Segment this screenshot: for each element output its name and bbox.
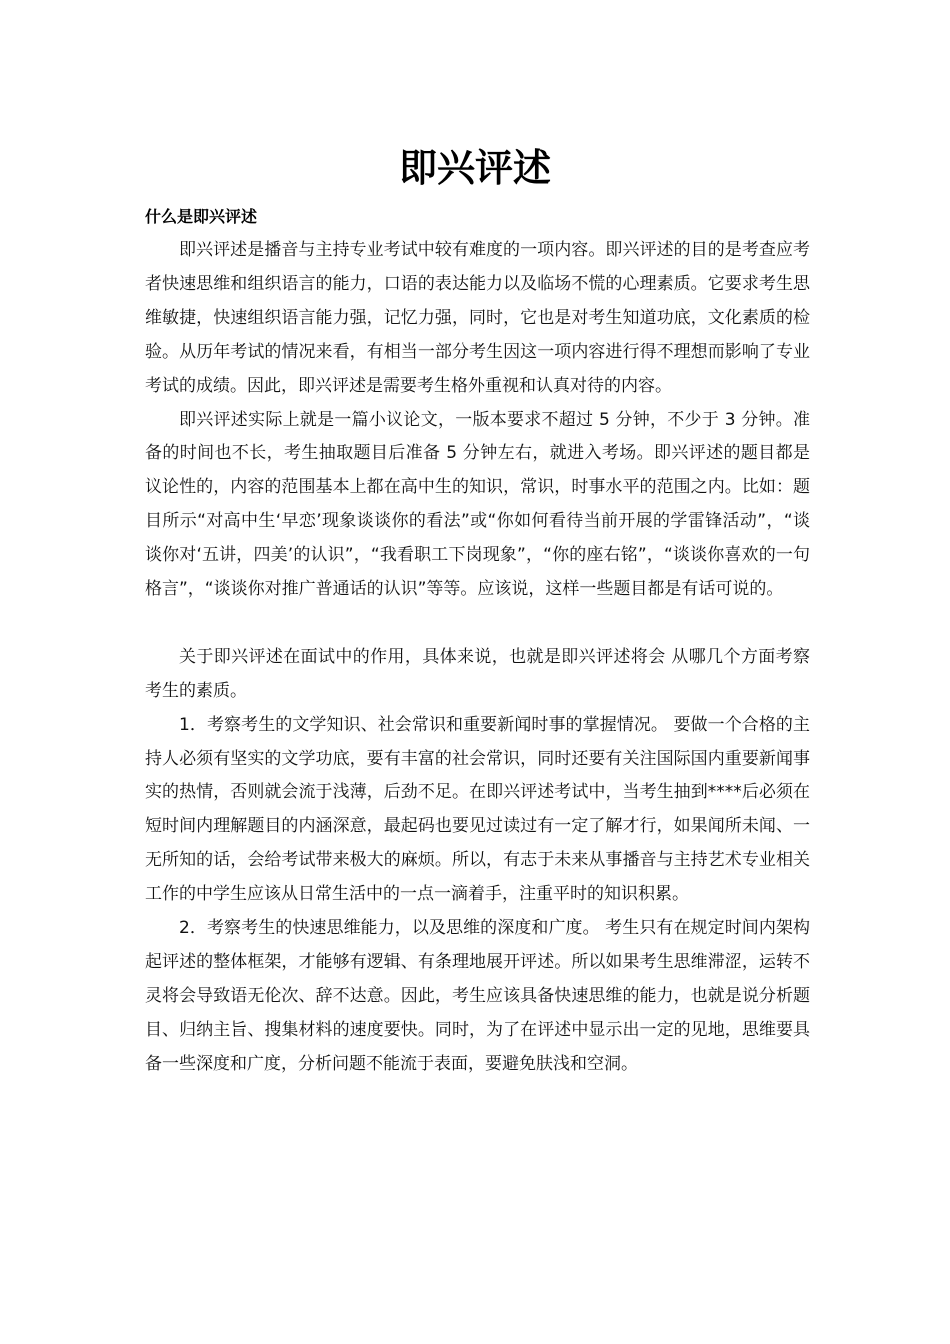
- paragraph-spacer: [145, 607, 810, 641]
- paragraph-point-2: 2．考察考生的快速思维能力，以及思维的深度和广度。 考生只有在规定时间内架构起评述的整体框架，才能够有逻辑、有条理地展开评述。所以如果考生思维滞涩，运转不灵将会导致语无伦次、辞不达意。因此，考生应该具备快速思维的能力，也就是说分析题目、归纳主旨、搜集材料的速度要快。同时，为了在评述中显示出一定的见地，思维要具备一些深度和广度，分析问题不能流于表面，要避免肤浅和空洞。: [145, 918, 810, 1074]
- paragraph-format: 即兴评述实际上就是一篇小议论文，一版本要求不超过 5 分钟，不少于 3 分钟。准备的时间也不长，考生抽取题目后准备 5 分钟左右，就进入考场。即兴评述的题目都是议论性的，内容的范围基本上都在高中生的知识，常识，时事水平的范围之内。比如：题目所示“对高中生‘早恋’现象谈谈你的看法”或“你如何看待当前开展的学雷锋活动”，“谈谈你对‘五讲，四美’的认识”，“我看职工下岗现象”，“你的座右铭”，“谈谈你喜欢的一句格言”，“谈谈你对推广普通话的认识”等等。应该说，这样一些题目都是有话可说的。: [145, 409, 810, 600]
- section-heading: 什么是即兴评述: [145, 207, 258, 226]
- paragraph-role: 关于即兴评述在面试中的作用，具体来说，也就是即兴评述将会 从哪几个方面考察考生的素质。: [145, 646, 810, 701]
- document-body: [145, 234, 810, 1082]
- document-title: 即兴评述: [398, 146, 551, 190]
- paragraph-intro: 即兴评述是播音与主持专业考试中较有难度的一项内容。即兴评述的目的是考查应考者快速思维和组织语言的能力，口语的表达能力以及临场不慌的心理素质。它要求考生思维敏捷，快速组织语言能力强，记忆力强，同时，它也是对考生知道功底，文化素质的检验。从历年考试的情况来看，有相当一部分考生因这一项内容进行得不理想而影响了专业考试的成绩。因此，即兴评述是需要考生格外重视和认真对待的内容。: [145, 240, 810, 396]
- paragraph-point-1: 1．考察考生的文学知识、社会常识和重要新闻时事的掌握情况。 要做一个合格的主持人必须有坚实的文学功底，要有丰富的社会常识，同时还要有关注国际国内重要新闻事实的热情，否则就会流于浅薄，后劲不足。在即兴评述考试中，当考生抽到****后必须在短时间内理解题目的内涵深意，最起码也要见过读过有一定了解才行，如果闻所未闻、一无所知的话，会给考试带来极大的麻烦。所以，有志于未来从事播音与主持艺术专业相关工作的中学生应该从日常生活中的一点一滴着手，注重平时的知识积累。: [145, 714, 810, 905]
